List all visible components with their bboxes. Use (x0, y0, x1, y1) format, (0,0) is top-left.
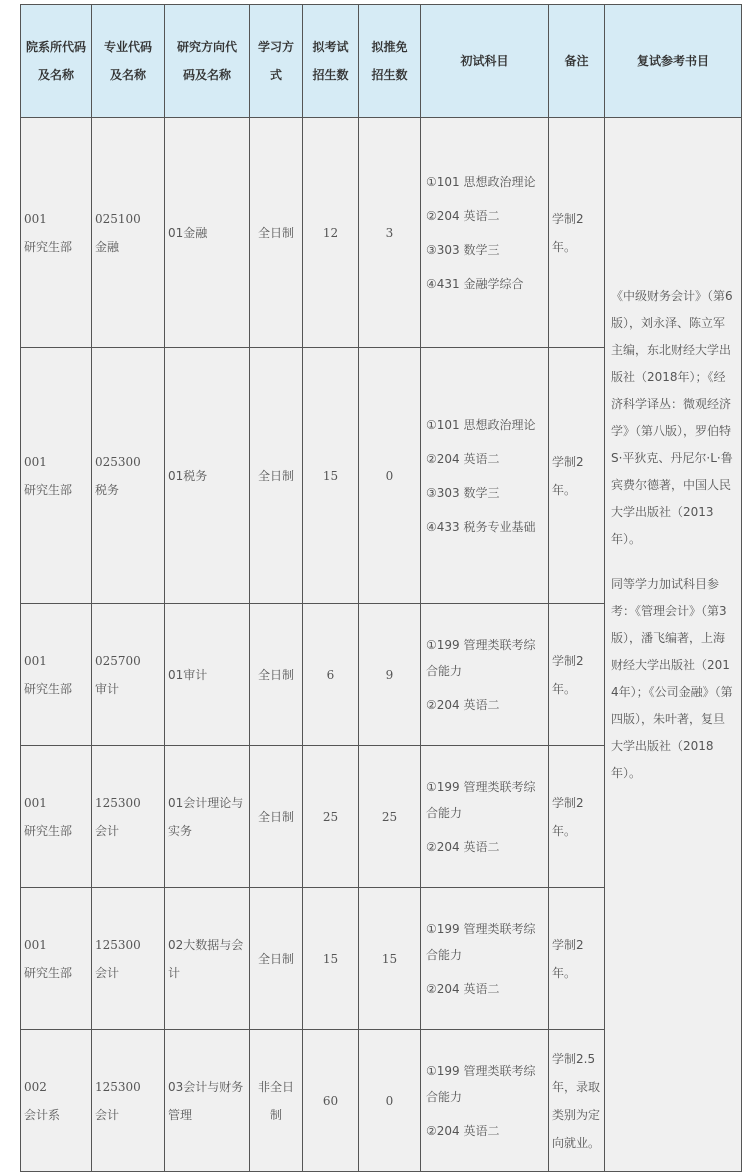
direction-cell: 02大数据与会计 (165, 888, 250, 1030)
exam-quota-cell: 15 (303, 888, 359, 1030)
dept-cell: 001 研究生部 (21, 348, 92, 604)
direction-cell: 01税务 (165, 348, 250, 604)
exam-quota-cell: 60 (303, 1030, 359, 1172)
header-dept: 院系所代码 及名称 (21, 5, 92, 118)
note-cell: 学制2年。 (549, 348, 605, 604)
major-cell: 125300 会计 (92, 1030, 165, 1172)
reference-books-cell (605, 118, 742, 1172)
header-direction: 研究方向代 码及名称 (165, 5, 250, 118)
reference-books-equivalent: 同等学力加试科目参考：《管理会计》（第3版），潘飞编著，上海财经大学出版社（2014年）；《公司金融》（第四版），朱叶著，复旦大学出版社（2018年）。 (611, 577, 733, 780)
subjects-cell: ①199 管理类联考综合能力 ②204 英语二 (421, 604, 549, 746)
subjects-cell: ①199 管理类联考综合能力 ②204 英语二 (421, 888, 549, 1030)
dept-cell: 001 研究生部 (21, 746, 92, 888)
note-cell: 学制2年。 (549, 888, 605, 1030)
note-cell: 学制2年。 (549, 118, 605, 348)
exam-quota-cell: 25 (303, 746, 359, 888)
dept-cell: 001 研究生部 (21, 888, 92, 1030)
reference-books-main: 《中级财务会计》（第6版），刘永泽、陈立军主编，东北财经大学出版社（2018年）；《经济科学译丛：微观经济学》（第八版），罗伯特 S·平狄克、丹尼尔·L·鲁宾费尔德著，中国人民大学出版社（2013年）。 (611, 289, 733, 546)
major-cell: 025700 审计 (92, 604, 165, 746)
header-exempt-quota: 拟推免 招生数 (359, 5, 421, 118)
exempt-quota-cell: 0 (359, 1030, 421, 1172)
mode-cell: 全日制 (250, 604, 303, 746)
header-exam-quota: 拟考试 招生数 (303, 5, 359, 118)
exempt-quota-cell: 3 (359, 118, 421, 348)
direction-cell: 03会计与财务管理 (165, 1030, 250, 1172)
exam-quota-cell: 6 (303, 604, 359, 746)
mode-cell: 非全日制 (250, 1030, 303, 1172)
header-major: 专业代码 及名称 (92, 5, 165, 118)
header-row (21, 5, 742, 118)
header-mode: 学习方 式 (250, 5, 303, 118)
dept-cell: 001 研究生部 (21, 604, 92, 746)
direction-cell: 01审计 (165, 604, 250, 746)
major-cell: 125300 会计 (92, 746, 165, 888)
mode-cell: 全日制 (250, 348, 303, 604)
subjects-cell: ①199 管理类联考综合能力 ②204 英语二 (421, 746, 549, 888)
exempt-quota-cell: 0 (359, 348, 421, 604)
direction-cell: 01会计理论与实务 (165, 746, 250, 888)
header-books: 复试参考书目 (605, 5, 742, 118)
header-subjects: 初试科目 (421, 5, 549, 118)
major-cell: 025100 金融 (92, 118, 165, 348)
note-cell: 学制2.5年，录取类别为定向就业。 (549, 1030, 605, 1172)
exam-quota-cell: 15 (303, 348, 359, 604)
major-cell: 125300 会计 (92, 888, 165, 1030)
admissions-table (20, 4, 742, 1172)
exempt-quota-cell: 25 (359, 746, 421, 888)
exempt-quota-cell: 15 (359, 888, 421, 1030)
header-note: 备注 (549, 5, 605, 118)
subjects-cell: ①101 思想政治理论 ②204 英语二 ③303 数学三 ④431 金融学综合 (421, 118, 549, 348)
direction-cell: 01金融 (165, 118, 250, 348)
major-cell: 025300 税务 (92, 348, 165, 604)
subjects-cell: ①101 思想政治理论 ②204 英语二 ③303 数学三 ④433 税务专业基础 (421, 348, 549, 604)
mode-cell: 全日制 (250, 888, 303, 1030)
dept-cell: 001 研究生部 (21, 118, 92, 348)
note-cell: 学制2年。 (549, 604, 605, 746)
exempt-quota-cell: 9 (359, 604, 421, 746)
mode-cell: 全日制 (250, 118, 303, 348)
note-cell: 学制2年。 (549, 746, 605, 888)
mode-cell: 全日制 (250, 746, 303, 888)
dept-cell: 002 会计系 (21, 1030, 92, 1172)
table-row (21, 118, 742, 348)
exam-quota-cell: 12 (303, 118, 359, 348)
subjects-cell: ①199 管理类联考综合能力 ②204 英语二 (421, 1030, 549, 1172)
